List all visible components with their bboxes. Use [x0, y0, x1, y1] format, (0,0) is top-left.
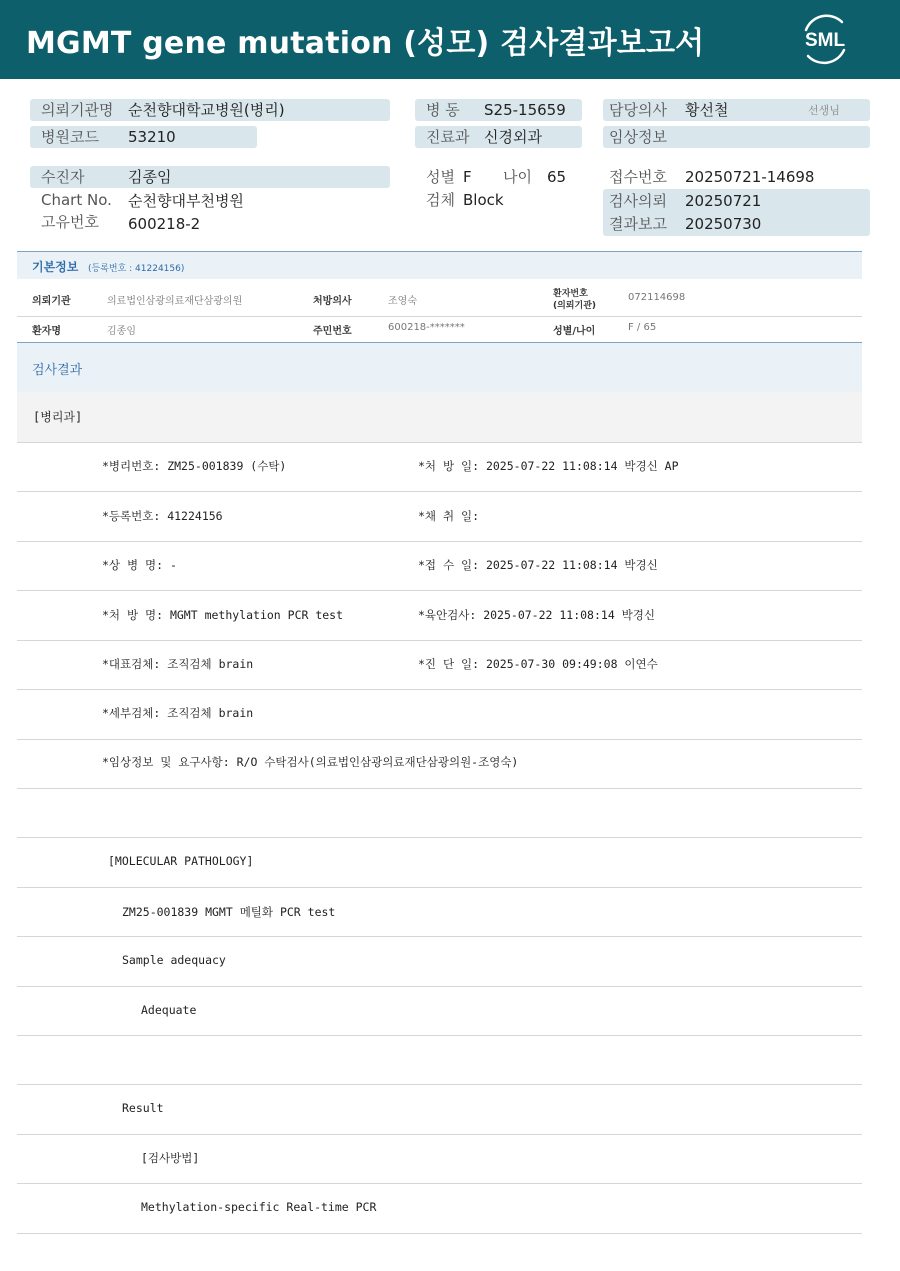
result-label: Result	[122, 1101, 164, 1115]
basic-rrn-value: 600218-*******	[388, 322, 465, 333]
sample-adequacy-label: Sample adequacy	[122, 953, 226, 967]
patient-value: 김종임	[128, 168, 172, 186]
basic-info-reg-no: (등록번호 : 41224156)	[88, 264, 185, 274]
detail-specimen: *세부검체: 조직검체 brain	[102, 706, 254, 720]
gross-exam-date: *육안검사: 2025-07-22 11:08:14 박경신	[418, 608, 656, 622]
ward-label: 병 동	[426, 101, 460, 119]
institution-label: 의뢰기관명	[41, 101, 114, 119]
basic-name-label: 환자명	[32, 326, 61, 337]
basic-inst-value: 의료법인삼광의료재단삼광의원	[107, 296, 243, 307]
chart-value: 순천향대부천병원	[128, 192, 244, 210]
test-line: ZM25-001839 MGMT 메틸화 PCR test	[122, 905, 336, 919]
basic-info-header	[17, 251, 862, 279]
patient-label: 수진자	[41, 168, 85, 186]
institution-value: 순천향대학교병원(병리)	[128, 101, 285, 119]
row-divider	[17, 590, 862, 591]
main-specimen: *대표검체: 조직검체 brain	[102, 657, 254, 671]
svg-text:SML: SML	[804, 30, 846, 51]
row-divider	[17, 837, 862, 838]
dept-value: 신경외과	[484, 128, 542, 146]
row-divider	[17, 936, 862, 937]
method-header: [검사방법]	[141, 1151, 200, 1165]
clinical-requirements: *임상정보 및 요구사항: R/O 수탁검사(의료법인삼광의료재단삼광의원-조영숙)	[102, 755, 519, 769]
row-divider	[17, 1084, 862, 1085]
basic-pno-label-2: (의뢰기관)	[553, 301, 597, 311]
report-value: 20250730	[685, 215, 762, 233]
row-divider	[17, 1134, 862, 1135]
row-divider	[17, 1183, 862, 1184]
request-value: 20250721	[685, 192, 762, 210]
sex-value: F	[463, 168, 472, 186]
ward-value: S25-15659	[484, 101, 566, 119]
dept-label: 진료과	[426, 128, 470, 146]
pathology-number: *병리번호: ZM25-001839 (수탁)	[102, 459, 287, 473]
department-row	[17, 392, 862, 442]
basic-info-title: 기본정보	[32, 260, 79, 274]
department-label: [병리과]	[33, 410, 83, 424]
receipt-value: 20250721-14698	[685, 168, 815, 186]
specimen-label: 검체	[426, 191, 455, 209]
basic-name-value: 김종임	[107, 326, 136, 337]
row-divider	[17, 1233, 862, 1234]
row-divider	[17, 788, 862, 789]
molecular-pathology-header: [MOLECULAR PATHOLOGY]	[108, 854, 254, 868]
basic-presc-value: 조영숙	[388, 296, 417, 307]
basic-inst-label: 의뢰기관	[32, 296, 71, 307]
specimen-value: Block	[463, 191, 504, 209]
basic-pno-label-1: 환자번호	[553, 289, 588, 299]
row-divider	[17, 640, 862, 641]
row-divider	[17, 887, 862, 888]
doctor-value: 황선철	[685, 101, 729, 119]
row-divider	[17, 739, 862, 740]
receipt-date: *접 수 일: 2025-07-22 11:08:14 박경신	[418, 558, 658, 572]
row-divider	[17, 689, 862, 690]
sample-adequacy-value: Adequate	[141, 1003, 197, 1017]
request-label: 검사의뢰	[609, 192, 667, 210]
doctor-suffix: 선생님	[808, 104, 840, 117]
row-divider	[17, 541, 862, 542]
report-label: 결과보고	[609, 215, 667, 233]
sml-logo-icon	[796, 12, 854, 66]
results-header	[17, 342, 862, 392]
basic-pno-value: 072114698	[628, 292, 686, 303]
diagnosis-date: *진 단 일: 2025-07-30 09:49:08 이연수	[418, 657, 658, 671]
unique-value: 600218-2	[128, 215, 201, 233]
basic-divider	[17, 316, 862, 317]
hospital-code-value: 53210	[128, 128, 176, 146]
chart-label: Chart No.	[41, 191, 112, 209]
row-divider	[17, 442, 862, 443]
age-value: 65	[547, 168, 567, 186]
clinical-label: 임상정보	[609, 128, 667, 146]
prescription-date: *처 방 일: 2025-07-22 11:08:14 박경신 AP	[418, 459, 679, 473]
results-title: 검사결과	[32, 363, 83, 378]
collection-date: *채 취 일:	[418, 509, 480, 523]
basic-rrn-label: 주민번호	[313, 326, 352, 337]
basic-presc-label: 처방의사	[313, 296, 352, 307]
disease-name: *상 병 명: -	[102, 558, 177, 572]
prescription-name: *처 방 명: MGMT methylation PCR test	[102, 608, 344, 622]
receipt-label: 접수번호	[609, 168, 667, 186]
hospital-code-label: 병원코드	[41, 128, 99, 146]
sex-label: 성별	[426, 168, 455, 186]
row-divider	[17, 1035, 862, 1036]
basic-sexage-label: 성별/나이	[553, 326, 596, 337]
report-banner	[0, 0, 900, 79]
age-label: 나이	[503, 168, 532, 186]
doctor-label: 담당의사	[609, 101, 667, 119]
basic-sexage-value: F / 65	[628, 322, 657, 333]
registration-number: *등록번호: 41224156	[102, 509, 223, 523]
method-value: Methylation-specific Real-time PCR	[141, 1200, 377, 1214]
row-divider	[17, 491, 862, 492]
unique-label: 고유번호	[41, 213, 99, 231]
report-title: MGMT gene mutation (성모) 검사결과보고서	[26, 26, 705, 61]
row-divider	[17, 986, 862, 987]
